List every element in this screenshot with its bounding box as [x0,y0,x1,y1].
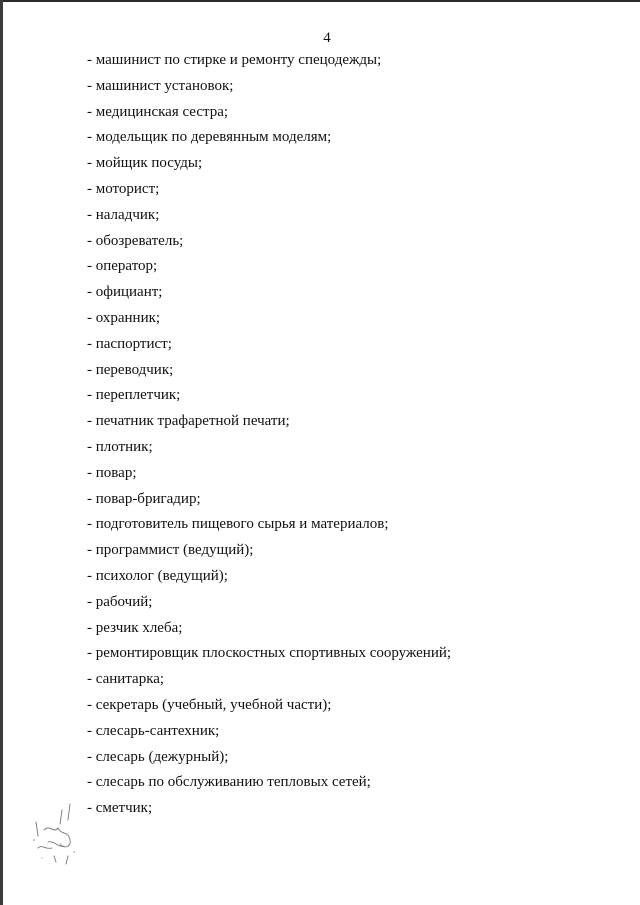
list-item: - секретарь (учебный, учебной части); [87,696,332,713]
list-item: - программист (ведущий); [87,542,254,559]
list-item: - паспортист; [87,335,172,352]
list-item: - ремонтировщик плоскостных спортивных сооружений; [87,645,452,662]
list-item: - слесарь (дежурный); [87,748,229,765]
list-item: - санитарка; [87,671,165,688]
list-item: - слесарь по обслуживанию тепловых сетей; [87,774,371,791]
scan-edge-left [0,0,3,905]
list-item: - машинист установок; [87,77,234,94]
list-item: - психолог (ведущий); [87,567,228,584]
scan-edge-top [0,0,640,2]
list-item: - переводчик; [87,361,174,378]
list-item: - подготовитель пищевого сырья и материалов; [87,516,389,533]
page-number: 4 [323,30,331,46]
list-item: - официант; [87,284,163,301]
list-item: - обозреватель; [87,232,184,249]
list-item: - охранник; [87,309,161,326]
list-item: - оператор; [87,258,158,275]
occupation-list [87,51,451,825]
list-item: - рабочий; [87,593,153,610]
list-item: - печатник трафаретной печати; [87,413,290,430]
list-item: - машинист по стирке и ремонту спецодежды; [87,52,382,68]
list-item: - наладчик; [87,206,160,223]
list-item: - плотник; [87,438,153,455]
list-item: - повар; [87,464,137,481]
list-item: - моторист; [87,180,160,197]
list-item: - медицинская сестра; [87,103,229,120]
handwritten-signature [24,800,94,870]
list-item: - сметчик; [87,800,153,817]
list-item: - слесарь-сантехник; [87,722,220,739]
list-item: - повар-бригадир; [87,490,201,507]
list-item: - переплетчик; [87,387,181,404]
list-item: - мойщик посуды; [87,155,203,172]
list-item: - модельщик по деревянным моделям; [87,129,332,146]
list-item: - резчик хлеба; [87,619,183,636]
